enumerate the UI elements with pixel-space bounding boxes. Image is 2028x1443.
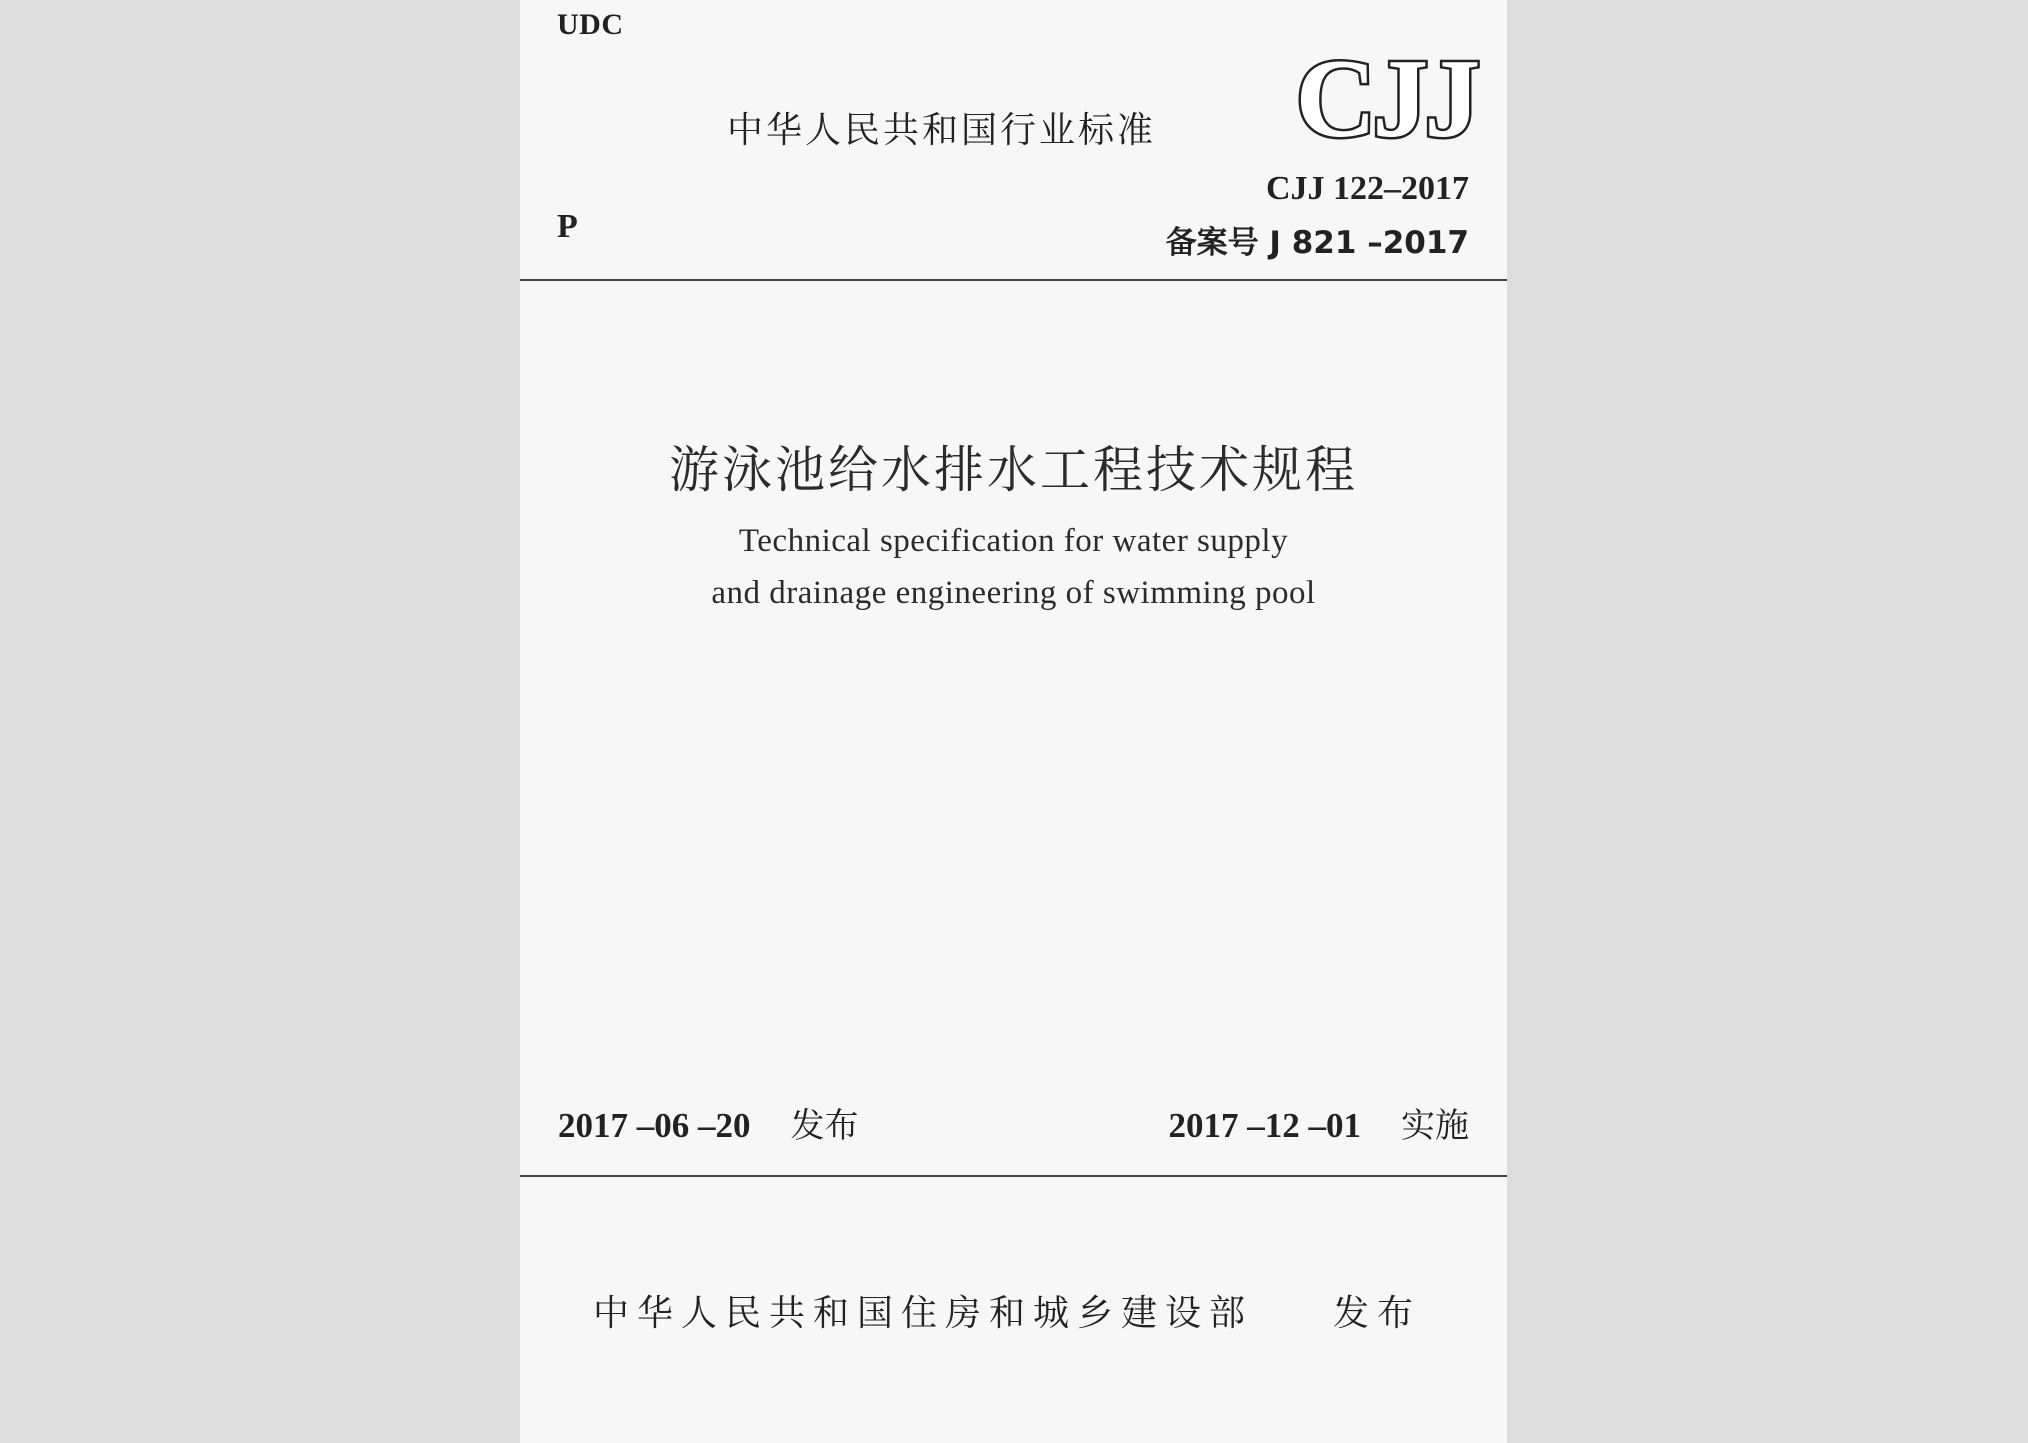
effective-label: 实施 [1401,1106,1469,1146]
document-cover [520,0,1507,1443]
issuer-block [593,1285,1421,1336]
title-english [520,515,1507,619]
issue-date: 2017 –06 –20 [558,1106,751,1145]
issuer-action: 发布 [1333,1293,1422,1334]
cjj-logo [1280,48,1492,148]
top-divider [520,279,1507,281]
bottom-divider [520,1175,1507,1177]
udc-label: UDC [557,8,624,41]
effective-date: 2017 –12 –01 [1168,1106,1361,1145]
classification-code: P [557,208,578,245]
title-english-line1: Technical specification for water supply [738,523,1289,559]
industry-standard-heading: 中华人民共和国行业标准 [727,110,1157,151]
title-chinese: 游泳池给水排水工程技术规程 [669,441,1358,499]
effective-date-block [1169,1098,1470,1147]
issue-label: 发布 [790,1106,859,1146]
issue-date-block [558,1098,859,1147]
standard-code: CJJ 122–2017 [1265,170,1469,207]
cjj-logo-text: CJJ [1295,48,1477,148]
issuer-name: 中华人民共和国住房和城乡建设部 [593,1293,1254,1334]
record-number: 备案号 J 821 –2017 [1165,225,1469,261]
title-english-line2: and drainage engineering of swimming pool [711,575,1316,611]
